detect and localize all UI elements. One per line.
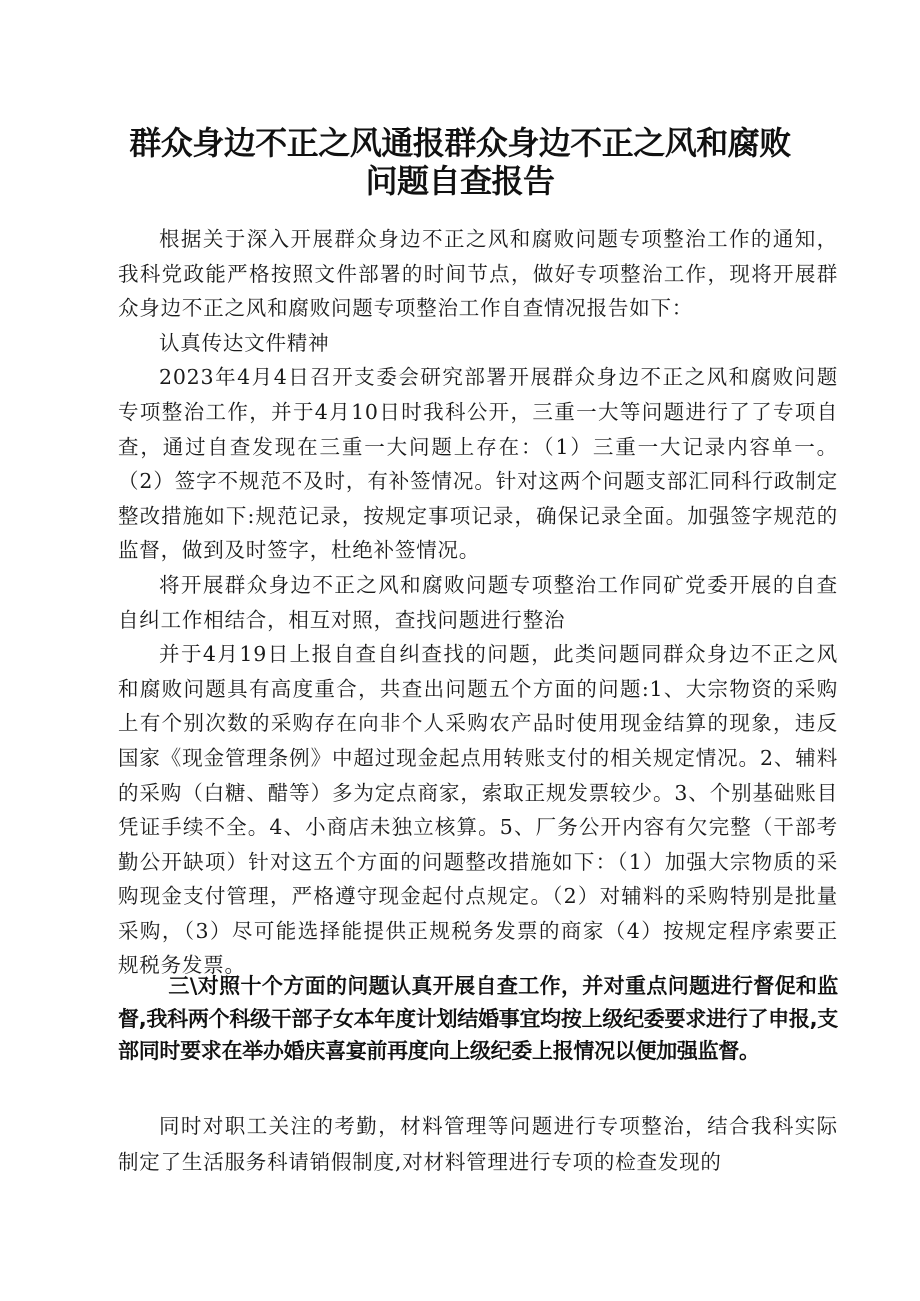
document-body <box>118 222 838 983</box>
paragraph-combine: 将开展群众身边不正之风和腐败问题专项整治工作同矿党委开展的自查自纠工作相结合，相互对照，查找问题进行整治 <box>118 572 838 632</box>
paragraph-bold-section-3: 三\对照十个方面的问题认真开展自查工作，并对重点问题进行督促和监督,我科两个科级干部子女本年度计划结婚事宜均按上级纪委要求进行了申报,支部同时要求在举办婚庆喜宴前再度向上级纪委上报情况以便加强监督。 <box>118 974 838 1063</box>
document-title <box>100 124 820 200</box>
paragraph-heading-1: 认真传达文件精神 <box>159 330 330 355</box>
document-tail <box>118 1108 838 1180</box>
paragraph-self-check: 2023年4月4日召开支委会研究部署开展群众身边不正之风和腐败问题专项整治工作，并于4月10日时我科公开，三重一大等问题进行了了专项自查，通过自查发现在三重一大问题上存在：（1）三重一大记录内容单一。（2）签字不规范不及时，有补签情况。针对这两个问题支部汇同科行政制定整改措施如下:规范记录，按规定事项记录，确保记录全面。加强签字规范的监督，做到及时签字，杜绝补签情况。 <box>118 365 838 563</box>
paragraph-tail: 同时对职工关注的考勤，材料管理等问题进行专项整治，结合我科实际制定了生活服务科请销假制度,对材料管理进行专项的检查发现的 <box>118 1114 838 1174</box>
paragraph-problems: 并于4月19日上报自查自纠查找的问题，此类问题同群众身边不正之风和腐败问题具有高度重合，共查出问题五个方面的问题:1、大宗物资的采购上有个别次数的采购存在向非个人采购农产品时使用现金结算的现象，违反国家《现金管理条例》中超过现金起点用转账支付的相关规定情况。2、辅料的采购（白糖、醋等）多为定点商家，索取正规发票较少。3、个别基础账目凭证手续不全。4、小商店未独立核算。5、厂务公开内容有欠完整（干部考勤公开缺项）针对这五个方面的问题整改措施如下：（1）加强大宗物质的采购现金支付管理，严格遵守现金起付点规定。（2）对辅料的采购特别是批量采购，（3）尽可能选择能提供正规税务发票的商家（4）按规定程序索要正规税务发票。 <box>118 642 838 978</box>
title-line-1: 群众身边不正之风通报群众身边不正之风和腐败 <box>129 124 791 162</box>
title-line-2: 问题自查报告 <box>365 162 555 200</box>
paragraph-intro: 根据关于深入开展群众身边不正之风和腐败问题专项整治工作的通知，我科党政能严格按照文件部署的时间节点，做好专项整治工作，现将开展群众身边不正之风和腐败问题专项整治工作自查情况报告如下： <box>118 227 838 321</box>
